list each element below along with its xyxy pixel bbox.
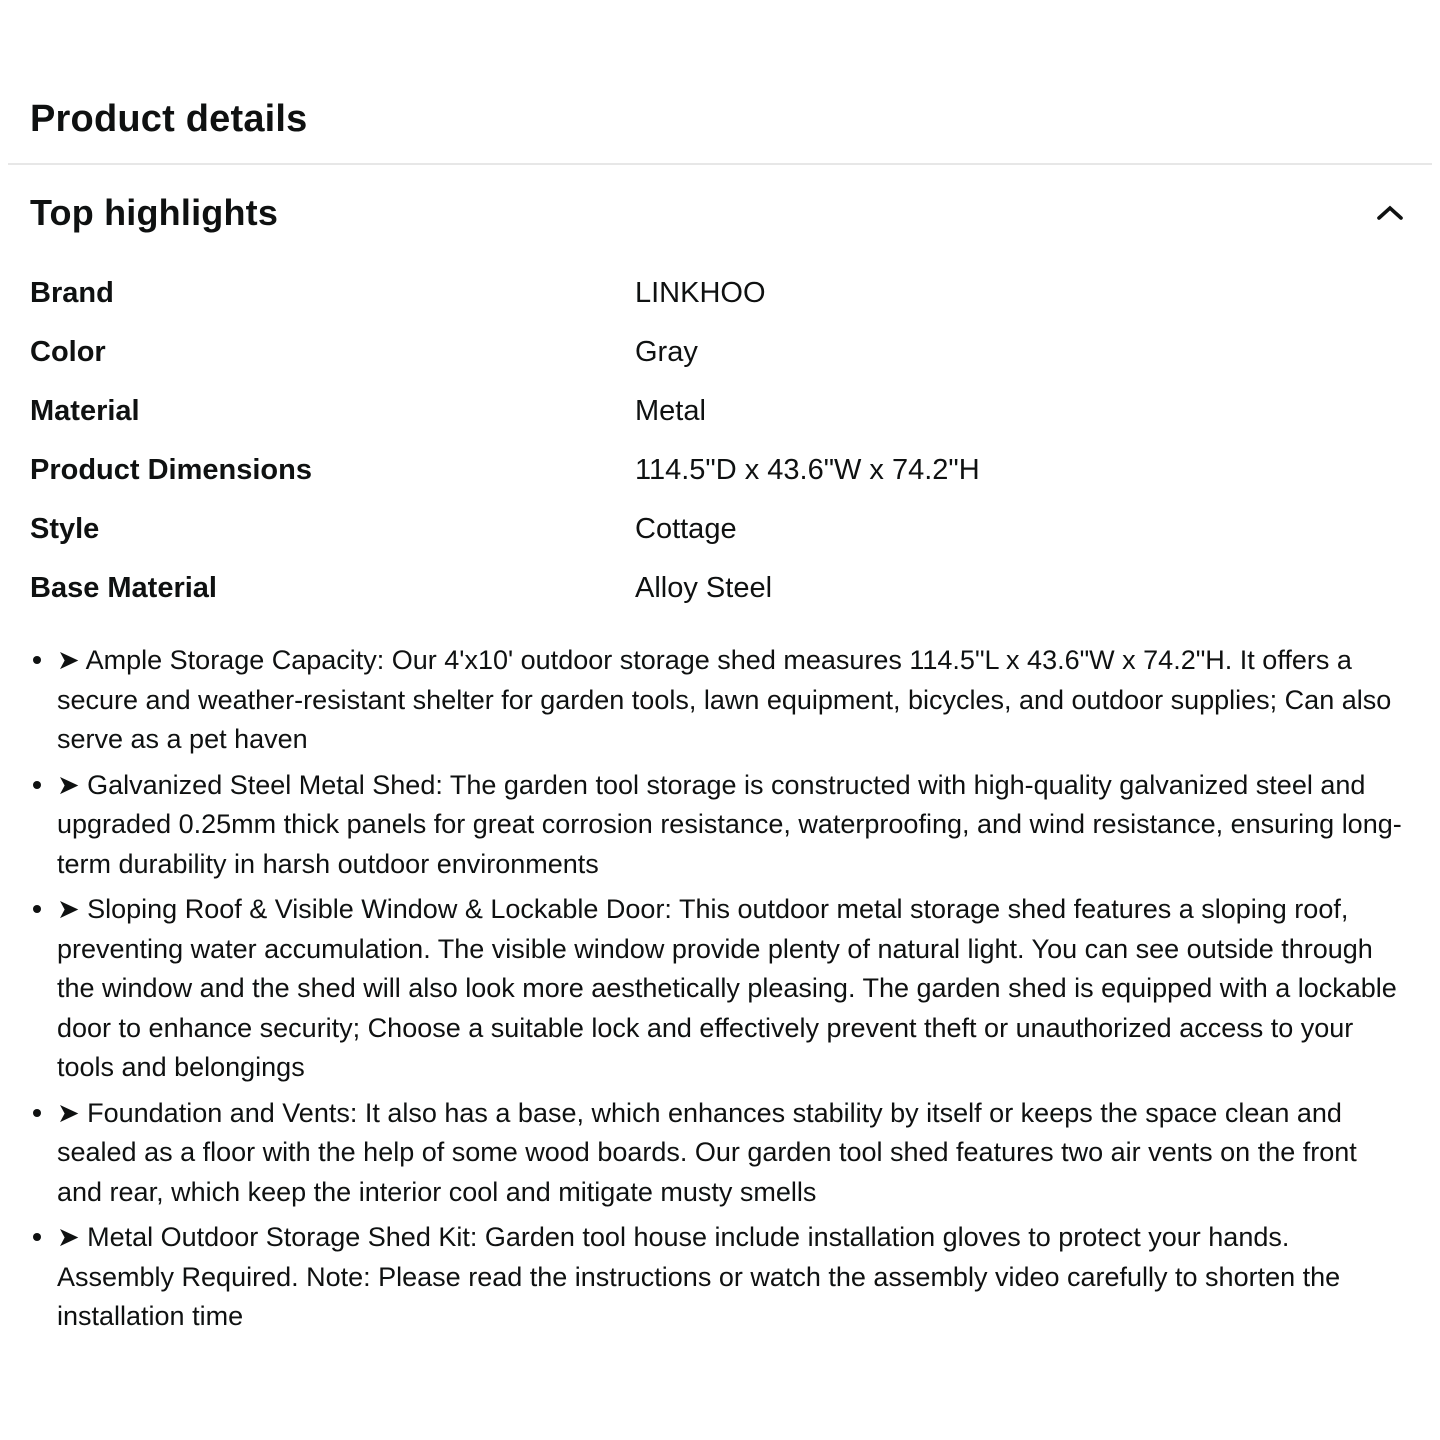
spec-label: Product Dimensions [30,454,312,486]
feature-bullet: ➤ Sloping Roof & Visible Window & Lockable Door: This outdoor metal storage shed features a sloping roof, preventing water accumulation. The visible window provide plenty of natural light. You can see outside through the window and the shed will also look more aesthetically pleasing. The garden shed is equipped with a lockable door to enhance security; Choose a suitable lock and effectively prevent theft or unauthorized access to your tools and belongings [30,890,1405,1088]
spec-value: Metal [635,395,706,427]
spec-row-base-material [30,570,1405,606]
spec-label: Color [30,336,106,368]
feature-bullet: ➤ Metal Outdoor Storage Shed Kit: Garden tool house include installation gloves to protect your hands. Assembly Required. Note: Please read the instructions or watch the assembly video carefully to shorten the installation time [30,1218,1405,1337]
spec-row-product-dimensions [30,452,1405,488]
spec-label: Style [30,513,100,545]
feature-bullet: ➤ Foundation and Vents: It also has a base, which enhances stability by itself or keeps the space clean and sealed as a floor with the help of some wood boards. Our garden tool shed features two air vents on the front and rear, which keep the interior cool and mitigate musty smells [30,1094,1405,1213]
spec-value: Cottage [635,513,737,545]
feature-bullet: ➤ Galvanized Steel Metal Shed: The garden tool storage is constructed with high-quality galvanized steel and upgraded 0.25mm thick panels for great corrosion resistance, waterproofing, and wind resistance, ensuring long-term durability in harsh outdoor environments [30,766,1405,885]
spec-label: Brand [30,277,114,309]
page-title: Product details [30,98,308,140]
spec-row-material [30,393,1405,429]
spec-label: Material [30,395,140,427]
top-highlights-title: Top highlights [30,192,279,233]
spec-row-color [30,334,1405,370]
spec-value: Alloy Steel [635,572,773,604]
spec-value: 114.5"D x 43.6"W x 74.2"H [635,454,980,486]
spec-value: Gray [635,336,698,368]
section-divider [8,163,1432,165]
spec-row-style [30,511,1405,547]
spec-label: Base Material [30,572,217,604]
feature-bullet: ➤ Ample Storage Capacity: Our 4'x10' outdoor storage shed measures 114.5"L x 43.6"W x 74.2"H. It offers a secure and weather-resistant shelter for garden tools, lawn equipment, bicycles, and outdoor supplies; Can also serve as a pet haven [30,641,1405,760]
chevron-up-icon[interactable] [1375,203,1405,223]
top-highlights-header[interactable] [30,191,1405,235]
spec-row-brand [30,275,1405,311]
feature-bullet-list [30,641,1405,1337]
spec-table [30,275,1405,606]
spec-value: LINKHOO [635,277,766,309]
